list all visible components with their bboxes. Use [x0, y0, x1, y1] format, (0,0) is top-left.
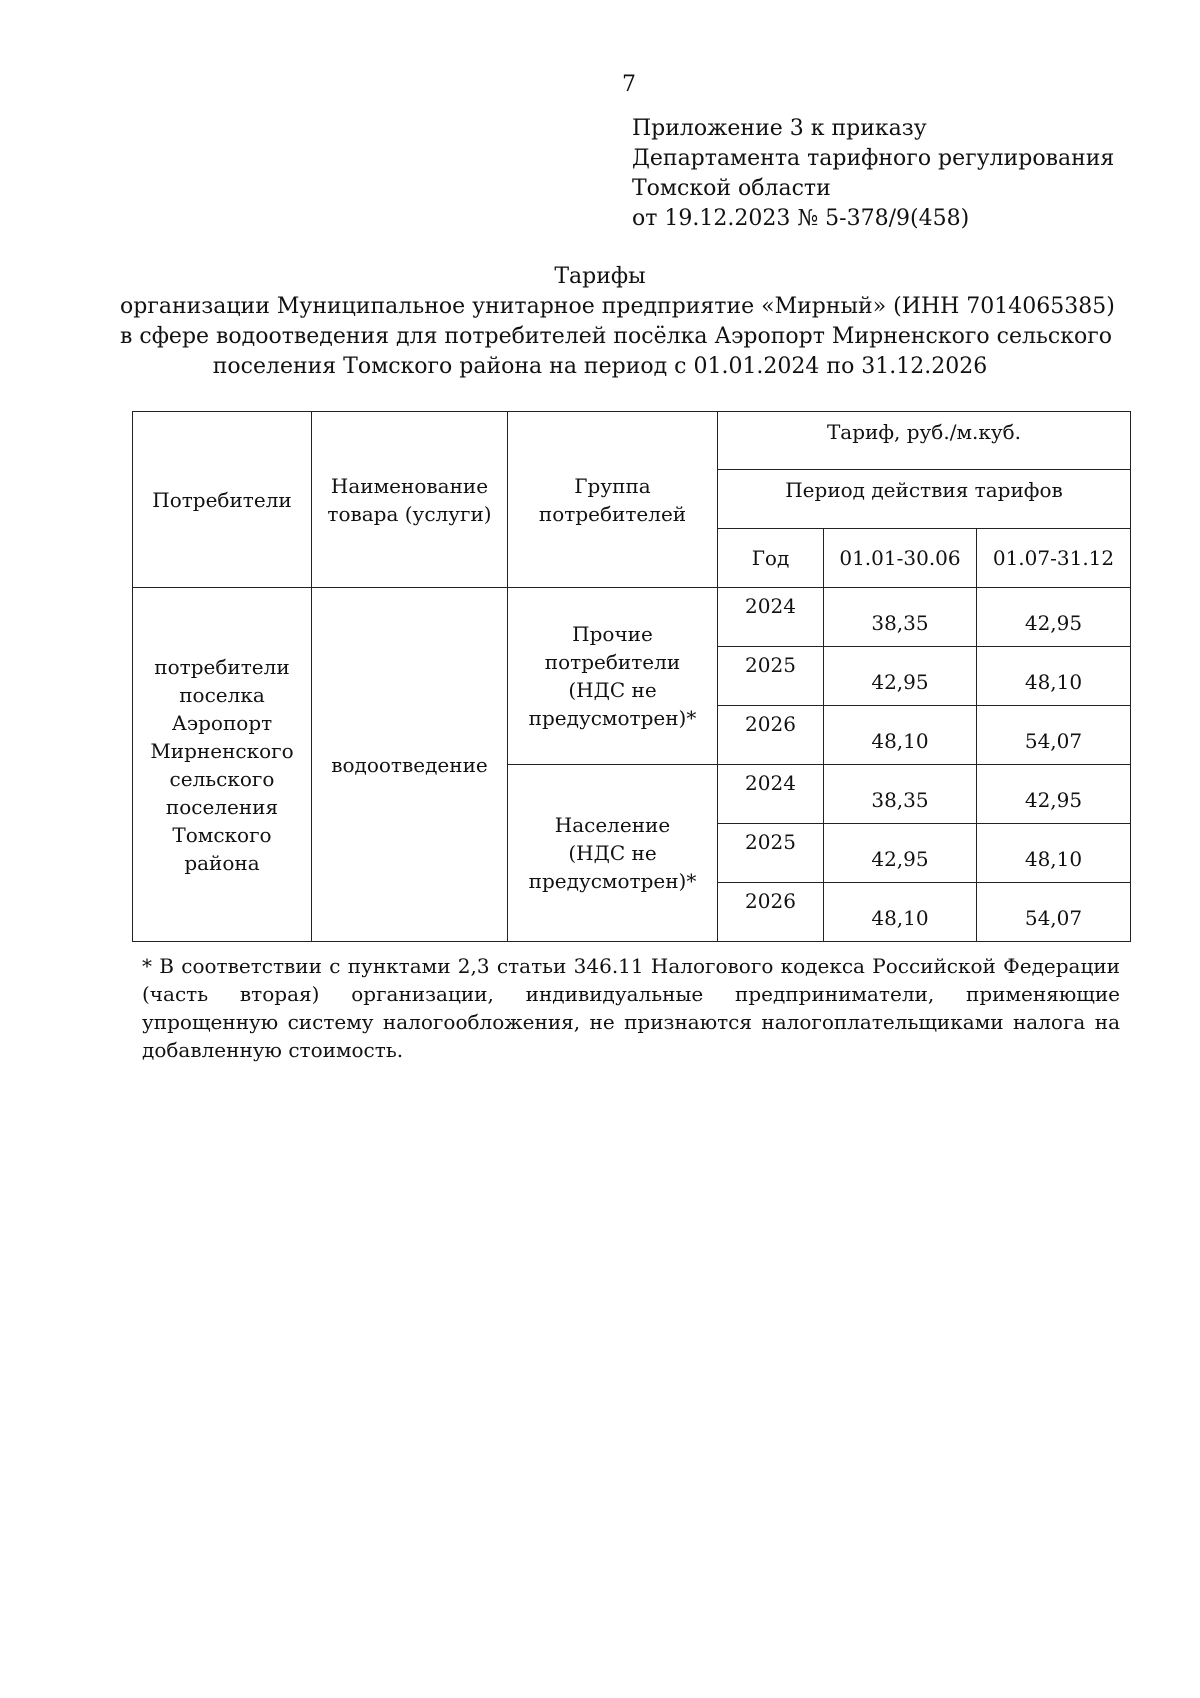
year-cell: 2025	[718, 647, 824, 706]
header-tariff: Тариф, руб./м.куб.	[718, 412, 1131, 470]
tariff-table	[132, 411, 1131, 942]
tariff-value-h1: 38,35	[824, 588, 977, 647]
header-consumers-text: Потребители	[152, 487, 292, 512]
tariff-value-h2: 42,95	[977, 765, 1131, 824]
group-cell-population	[508, 765, 718, 942]
year-cell: 2024	[718, 765, 824, 824]
consumers-line: сельского	[169, 766, 275, 791]
tariff-value-h1: 48,10	[824, 706, 977, 765]
year-cell: 2026	[718, 706, 824, 765]
header-group	[508, 412, 718, 588]
tariff-value-h1: 42,95	[824, 647, 977, 706]
group-label-line: Прочие	[572, 622, 653, 646]
header-period: Период действия тарифов	[718, 470, 1131, 529]
tariff-value-h2: 42,95	[977, 588, 1131, 647]
appendix-line: Приложение 3 к приказу	[632, 116, 927, 141]
title-line: Тарифы	[554, 264, 646, 289]
consumers-line: поселения	[165, 794, 279, 819]
group-label-line: Население	[554, 813, 671, 837]
tariff-value-h2: 54,07	[977, 706, 1131, 765]
header-half2: 01.07-31.12	[977, 529, 1131, 588]
group-label-line: (НДС не	[568, 841, 657, 865]
page-number: 7	[622, 72, 636, 97]
header-product-line: Наименование	[330, 473, 489, 498]
header-half1: 01.01-30.06	[824, 529, 977, 588]
header-product-line: товара (услуги)	[327, 501, 492, 526]
year-cell: 2025	[718, 824, 824, 883]
header-group-line: Группа	[574, 473, 651, 498]
group-label-line: (НДС не	[568, 678, 657, 702]
consumers-cell	[133, 588, 312, 942]
tariff-value-h2: 54,07	[977, 883, 1131, 942]
title-line: в сфере водоотведения для потребителей посёлка Аэропорт Мирненского сельского	[120, 324, 1112, 349]
appendix-line: Департамента тарифного регулирования	[632, 146, 1115, 171]
group-cell-other	[508, 588, 718, 765]
tariff-value-h2: 48,10	[977, 647, 1131, 706]
tariff-value-h1: 42,95	[824, 824, 977, 883]
header-product	[312, 412, 508, 588]
tariff-value-h1: 38,35	[824, 765, 977, 824]
header-year: Год	[718, 529, 824, 588]
consumers-line: потребители	[154, 654, 290, 679]
title-line: поселения Томского района на период с 01.01.2024 по 31.12.2026	[212, 354, 988, 379]
consumers-line: Томского	[172, 822, 272, 847]
consumers-line: Аэропорт	[171, 710, 273, 735]
consumers-line: поселка	[179, 682, 265, 707]
group-label-line: предусмотрен)*	[528, 869, 697, 893]
consumers-line: района	[184, 850, 260, 875]
group-label-line: предусмотрен)*	[528, 706, 697, 730]
appendix-line: от 19.12.2023 № 5-378/9(458)	[632, 206, 970, 231]
year-cell: 2026	[718, 883, 824, 942]
header-consumers	[133, 412, 312, 588]
appendix-line: Томской области	[632, 176, 831, 201]
consumers-line: Мирненского	[150, 738, 294, 763]
title-line: организации Муниципальное унитарное предприятие «Мирный» (ИНН 7014065385)	[120, 294, 1115, 319]
tariff-value-h2: 48,10	[977, 824, 1131, 883]
tariff-value-h1: 48,10	[824, 883, 977, 942]
product-cell: водоотведение	[312, 588, 508, 942]
group-label-line: потребители	[544, 650, 681, 674]
appendix-header	[632, 114, 1114, 234]
year-cell: 2024	[718, 588, 824, 647]
document-title	[120, 262, 1115, 382]
header-group-line: потребителей	[538, 501, 687, 526]
footnote: * В соответствии с пунктами 2,3 статьи 346.11 Налогового кодекса Российской Федерации (часть вторая) организации, индивидуальные предприниматели, применяющие упрощенную систему налогообложения, не признаются налогоплательщиками налога на добавленную стоимость.	[142, 954, 1120, 1062]
